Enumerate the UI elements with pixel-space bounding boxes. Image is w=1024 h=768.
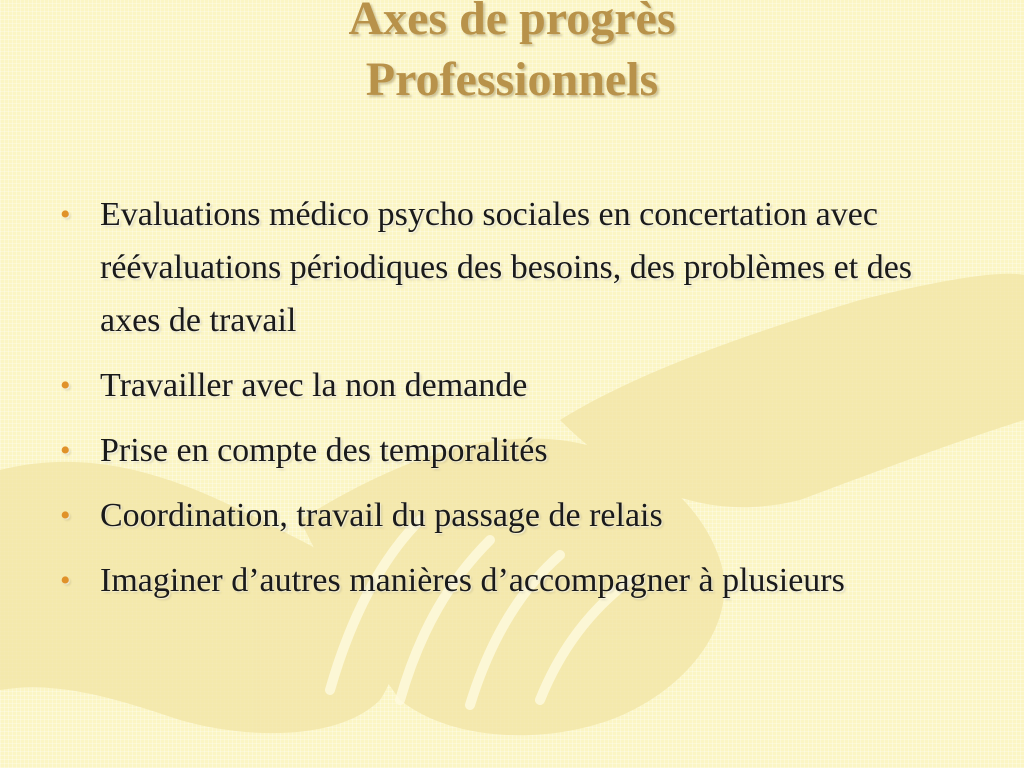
- slide-title: [0, 0, 1024, 110]
- bullet-item: [60, 424, 960, 477]
- bullet-text: Travailler avec la non demande: [100, 367, 528, 404]
- title-line-2: Professionnels: [365, 53, 659, 106]
- bullet-icon: •: [60, 198, 71, 231]
- bullet-list: [60, 188, 960, 619]
- bullet-text: Imaginer d’autres manières d’accompagner à plusieurs: [100, 562, 845, 599]
- bullet-icon: •: [60, 499, 71, 532]
- title-line-1: Axes de progrès: [348, 0, 676, 45]
- bullet-text: Prise en compte des temporalités: [100, 432, 548, 469]
- bullet-icon: •: [60, 434, 71, 467]
- bullet-icon: •: [60, 369, 71, 402]
- bullet-text: Coordination, travail du passage de relais: [100, 497, 663, 534]
- bullet-item: [60, 188, 960, 347]
- bullet-item: [60, 359, 960, 412]
- bullet-text: Evaluations médico psycho sociales en concertation avec réévaluations périodiques des besoins, des problèmes et des axes de travail: [100, 196, 913, 339]
- bullet-item: [60, 489, 960, 542]
- bullet-icon: •: [60, 564, 71, 597]
- bullet-item: [60, 554, 960, 607]
